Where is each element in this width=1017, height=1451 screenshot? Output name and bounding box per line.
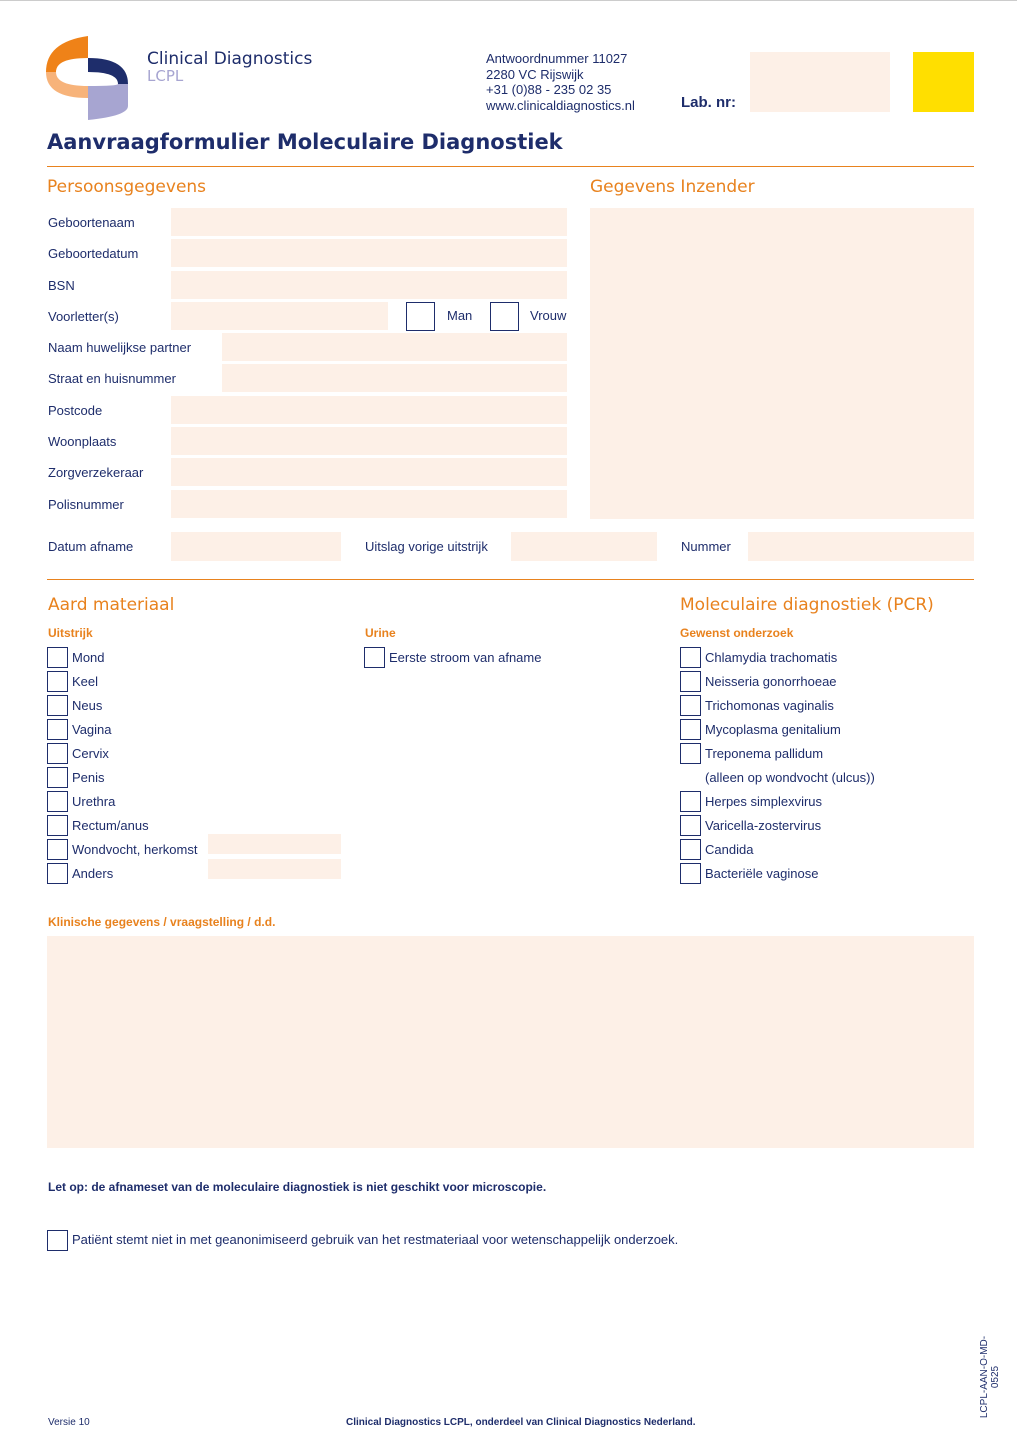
checkbox[interactable] [47, 767, 68, 788]
pcr-sub: Gewenst onderzoek [680, 626, 794, 640]
phone: +31 (0)88 - 235 02 35 [486, 82, 612, 97]
nummer-field[interactable] [748, 532, 974, 561]
uitstrijk-title: Uitstrijk [48, 626, 93, 640]
checkbox[interactable] [47, 671, 68, 692]
field-label: Polisnummer [48, 497, 124, 512]
input-field[interactable] [171, 458, 567, 486]
section-title-pcr: Moleculaire diagnostiek (PCR) [680, 595, 934, 615]
man-checkbox[interactable] [406, 302, 435, 331]
checkbox-label: Penis [72, 770, 105, 785]
checkbox-label: Wondvocht, herkomst [72, 842, 198, 857]
field-label: Geboortedatum [48, 246, 139, 261]
uitslag-field[interactable] [511, 532, 657, 561]
checkbox-label: Anders [72, 866, 114, 881]
input-field[interactable] [171, 427, 567, 455]
checkbox-label: Keel [72, 674, 99, 689]
checkbox-label: Bacteriële vaginose [705, 866, 819, 881]
uitslag-label: Uitslag vorige uitstrijk [365, 539, 488, 554]
field-label: Voorletter(s) [48, 309, 119, 324]
input-field[interactable] [171, 302, 388, 330]
datum-afname-field[interactable] [171, 532, 341, 561]
divider [47, 166, 974, 167]
checkbox-label: Vagina [72, 722, 112, 737]
input-field[interactable] [171, 490, 567, 518]
checkbox-label: Chlamydia trachomatis [705, 650, 838, 665]
checkbox-label: Neisseria gonorrhoeae [705, 674, 837, 689]
address-block [486, 51, 635, 113]
checkbox[interactable] [680, 863, 701, 884]
lab-nr-field[interactable] [750, 52, 890, 112]
field-label: Geboortenaam [48, 215, 135, 230]
checkbox[interactable] [47, 695, 68, 716]
vrouw-checkbox[interactable] [490, 302, 519, 331]
input-field[interactable] [171, 208, 567, 236]
brand-sub: LCPL [147, 67, 184, 85]
checkbox[interactable] [47, 839, 68, 860]
yellow-marker [913, 52, 974, 112]
checkbox[interactable] [47, 791, 68, 812]
brand-name: Clinical Diagnostics [147, 49, 313, 69]
checkbox-label: Neus [72, 698, 103, 713]
checkbox[interactable] [47, 815, 68, 836]
website-link[interactable]: www.clinicaldiagnostics.nl [486, 97, 635, 113]
document-code: LCPL-AAN-O-MD-0525 [979, 1335, 1001, 1419]
checkbox-label: (alleen op wondvocht (ulcus)) [705, 770, 875, 785]
checkbox-label: Cervix [72, 746, 109, 761]
checkbox[interactable] [680, 839, 701, 860]
checkbox[interactable] [47, 647, 68, 668]
nummer-label: Nummer [681, 539, 731, 554]
checkbox-label: Candida [705, 842, 754, 857]
checkbox-label: Herpes simplexvirus [705, 794, 823, 809]
checkbox[interactable] [680, 791, 701, 812]
vrouw-label: Vrouw [530, 308, 567, 323]
urine-title: Urine [365, 626, 396, 640]
address-line: 2280 VC Rijswijk [486, 66, 584, 82]
checkbox-label: Treponema pallidum [705, 746, 824, 761]
checkbox-label: Mond [72, 650, 105, 665]
field-label: Straat en huisnummer [48, 371, 176, 386]
checkbox[interactable] [680, 671, 701, 692]
field-label: Zorgverzekeraar [48, 465, 144, 480]
inzender-field[interactable] [590, 208, 974, 519]
section-title-inzender: Gegevens Inzender [590, 177, 755, 197]
checkbox[interactable] [680, 815, 701, 836]
checkbox[interactable] [680, 719, 701, 740]
logo-icon [46, 36, 130, 120]
input-field[interactable] [222, 364, 567, 392]
checkbox[interactable] [680, 695, 701, 716]
address-line: Antwoordnummer 11027 [486, 51, 628, 66]
consent-label: Patiënt stemt niet in met geanonimiseerd gebruik van het restmateriaal voor wetenschappelijk onderzoek. [72, 1232, 679, 1247]
lab-nr-label: Lab. nr: [681, 94, 736, 111]
field-label: Woonplaats [48, 434, 117, 449]
anders-field[interactable] [208, 859, 341, 879]
checkbox-label: Rectum/anus [72, 818, 149, 833]
checkbox[interactable] [680, 647, 701, 668]
checkbox[interactable] [47, 743, 68, 764]
section-title-persoonsgegevens: Persoonsgegevens [47, 177, 207, 197]
checkbox[interactable] [47, 719, 68, 740]
klinisch-title: Klinische gegevens / vraagstelling / d.d. [48, 915, 276, 929]
input-field[interactable] [171, 396, 567, 424]
checkbox-label: Urethra [72, 794, 116, 809]
klinisch-field[interactable] [47, 936, 974, 1148]
consent-checkbox[interactable] [47, 1230, 68, 1251]
checkbox-label: Mycoplasma genitalium [705, 722, 841, 737]
checkbox-label: Varicella-zostervirus [705, 818, 822, 833]
field-label: Naam huwelijkse partner [48, 340, 192, 355]
divider [47, 579, 974, 580]
checkbox-label: Eerste stroom van afname [389, 650, 542, 665]
checkbox[interactable] [364, 647, 385, 668]
footer-text: Clinical Diagnostics LCPL, onderdeel van Clinical Diagnostics Nederland. [346, 1417, 696, 1428]
input-field[interactable] [171, 239, 567, 267]
checkbox[interactable] [680, 743, 701, 764]
versie: Versie 10 [48, 1417, 90, 1428]
page-title: Aanvraagformulier Moleculaire Diagnostiek [47, 130, 563, 154]
wondvocht-herkomst-field[interactable] [208, 834, 341, 854]
note: Let op: de afnameset van de moleculaire diagnostiek is niet geschikt voor microscopie. [48, 1180, 547, 1194]
man-label: Man [447, 308, 473, 323]
field-label: Postcode [48, 403, 103, 418]
section-title-materiaal: Aard materiaal [48, 595, 175, 615]
input-field[interactable] [171, 271, 567, 299]
datum-afname-label: Datum afname [48, 539, 134, 554]
checkbox[interactable] [47, 863, 68, 884]
checkbox-label: Trichomonas vaginalis [705, 698, 834, 713]
field-label: BSN [48, 278, 75, 293]
input-field[interactable] [222, 333, 567, 361]
